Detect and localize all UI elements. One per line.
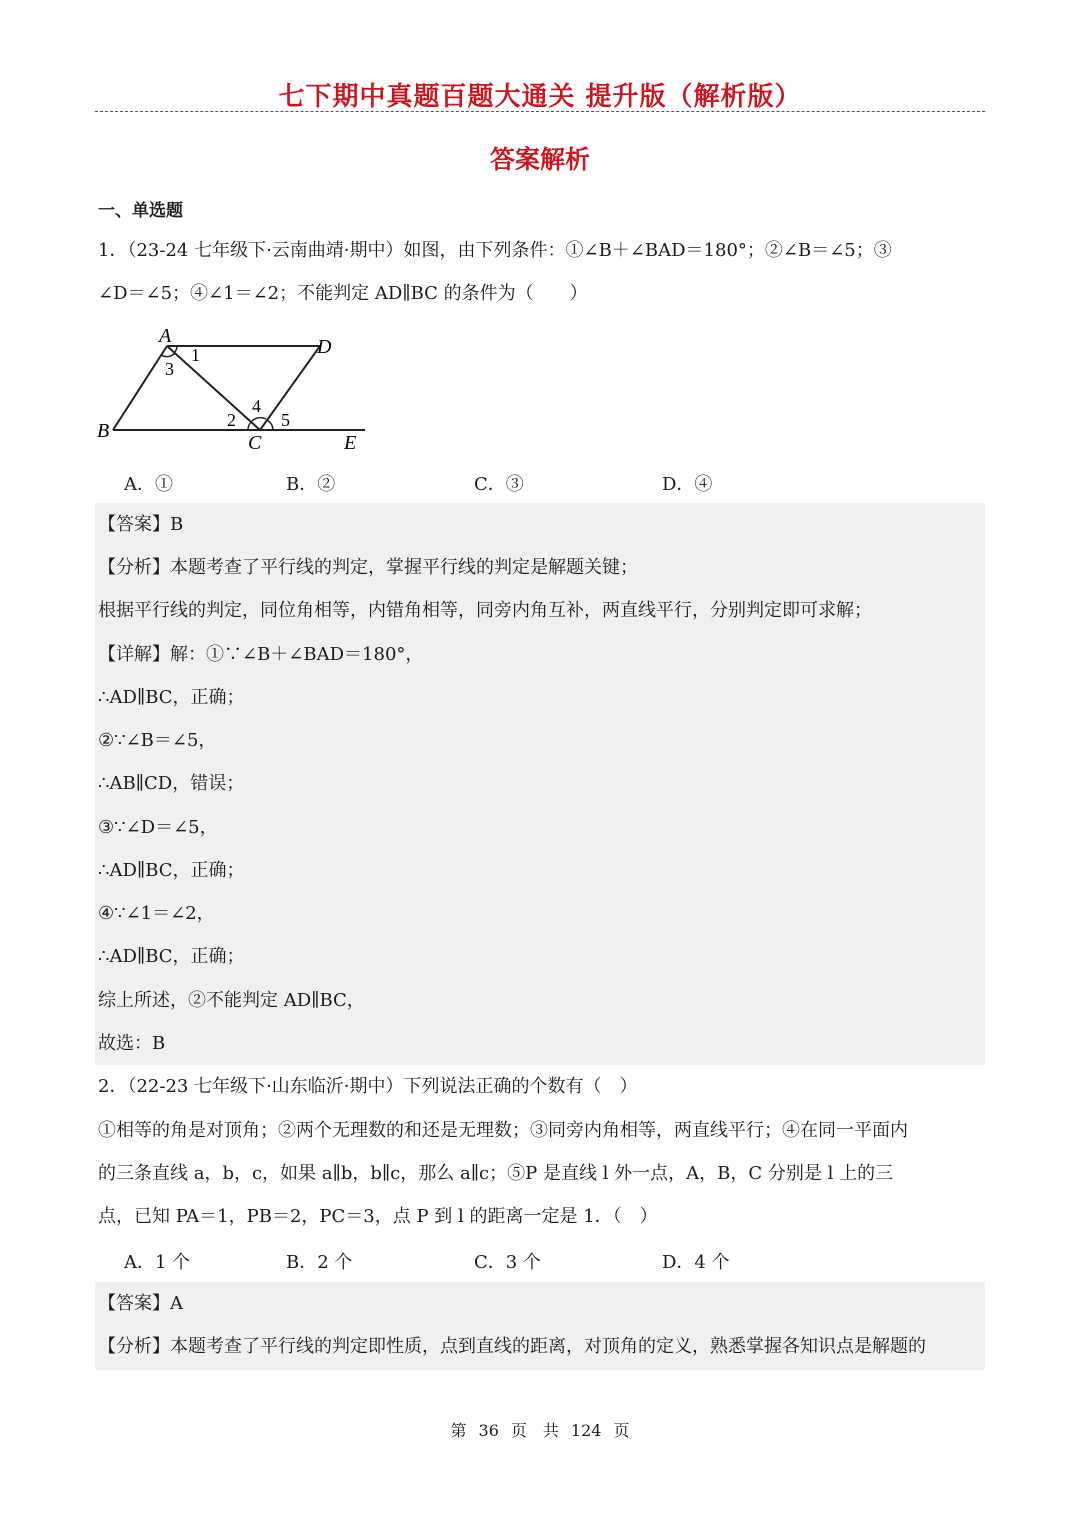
angle-1-arc (174, 346, 177, 353)
footer-page-number: 36 (478, 1421, 499, 1440)
segment-AC (167, 346, 260, 430)
section-title: 一、单选题 (98, 201, 183, 221)
q1-option-d: D．④ (662, 474, 713, 495)
q2-stem-line-4: 点，已知 PA＝1，PB＝2，PC＝3，点 P 到 l 的距离一定是 1．（ ） (98, 1206, 658, 1227)
q1-analysis-2: 根据平行线的判定，同位角相等，内错角相等，同旁内角互补，两直线平行，分别判定即可求解； (98, 600, 872, 621)
header-divider (95, 111, 985, 112)
footer-prefix: 第 (450, 1421, 467, 1440)
label-angle-4: 4 (252, 396, 261, 416)
q1-geometry-figure (95, 322, 375, 454)
q1-detail-line: ∴AD∥BC，正确； (98, 860, 245, 881)
q1-detail-line: 故选：B (98, 1033, 166, 1054)
q1-detail-line: ②∵∠B＝∠5， (98, 730, 217, 751)
q1-analysis-1: 【分析】本题考查了平行线的判定，掌握平行线的判定是解题关键； (98, 557, 638, 578)
label-angle-1: 1 (191, 345, 200, 365)
q2-stem-line-1: 2．（22-23 七年级下·山东临沂·期中）下列说法正确的个数有（ ） (98, 1076, 638, 1097)
q1-detail-line: ④∵∠1＝∠2， (98, 903, 215, 924)
angle-2-arc (248, 421, 252, 430)
header-title: 七下期中真题百题大通关 提升版（解析版） (278, 82, 802, 112)
footer-suffix: 页 (613, 1421, 630, 1440)
page-footer (0, 1418, 1080, 1441)
label-angle-2: 2 (227, 410, 236, 430)
label-A: A (159, 325, 172, 347)
angle-5-arc (267, 420, 273, 430)
q1-detail-line: 【详解】解：①∵∠B＋∠BAD＝180°， (98, 644, 424, 665)
label-C: C (248, 432, 262, 454)
q1-option-b: B．② (286, 474, 336, 495)
q1-option-a: A．① (124, 474, 173, 495)
label-D: D (317, 336, 332, 358)
document-title: 答案解析 (489, 145, 590, 174)
label-B: B (97, 420, 110, 442)
q1-stem-line-1: 1．（23-24 七年级下·云南曲靖·期中）如图，由下列条件：①∠B＋∠BAD＝180°；②∠B＝∠5；③ (98, 240, 892, 261)
q1-answer: 【答案】B (98, 514, 184, 535)
angle-4-arc (252, 418, 266, 421)
q2-stem-line-2: ①相等的角是对顶角；②两个无理数的和还是无理数；③同旁内角相等，两直线平行；④在同一平面内 (98, 1120, 908, 1141)
q1-detail-line: 综上所述，②不能判定 AD∥BC， (98, 990, 365, 1011)
q2-option-a: A．1 个 (124, 1252, 191, 1273)
q2-option-b: B．2 个 (286, 1252, 353, 1273)
label-angle-3: 3 (165, 359, 174, 379)
q1-stem-line-2: ∠D＝∠5；④∠1＝∠2；不能判定 AD∥BC 的条件为（ ） (98, 283, 588, 304)
footer-total-pages: 124 (570, 1421, 602, 1440)
q1-detail-line: ③∵∠D＝∠5， (98, 817, 218, 838)
q1-detail-line: ∴AD∥BC，正确； (98, 687, 245, 708)
q1-detail-line: ∴AB∥CD，错误； (98, 773, 245, 794)
segment-CD (260, 346, 320, 430)
q2-option-d: D．4 个 (662, 1252, 730, 1273)
label-E: E (344, 432, 357, 454)
q1-detail-line: ∴AD∥BC，正确； (98, 946, 245, 967)
q2-analysis-1: 【分析】本题考查了平行线的判定即性质，点到直线的距离，对顶角的定义，熟悉掌握各知识点是解题的 (98, 1336, 926, 1357)
segment-AB (113, 346, 167, 430)
q2-option-c: C．3 个 (474, 1252, 541, 1273)
footer-mid: 页 共 (510, 1421, 559, 1440)
label-angle-5: 5 (281, 410, 290, 430)
q2-answer: 【答案】A (98, 1293, 183, 1314)
q2-stem-line-3: 的三条直线 a，b，c，如果 a∥b，b∥c，那么 a∥c；⑤P 是直线 l 外一点，A，B，C 分别是 l 上的三 (98, 1163, 894, 1184)
q1-option-c: C．③ (474, 474, 524, 495)
